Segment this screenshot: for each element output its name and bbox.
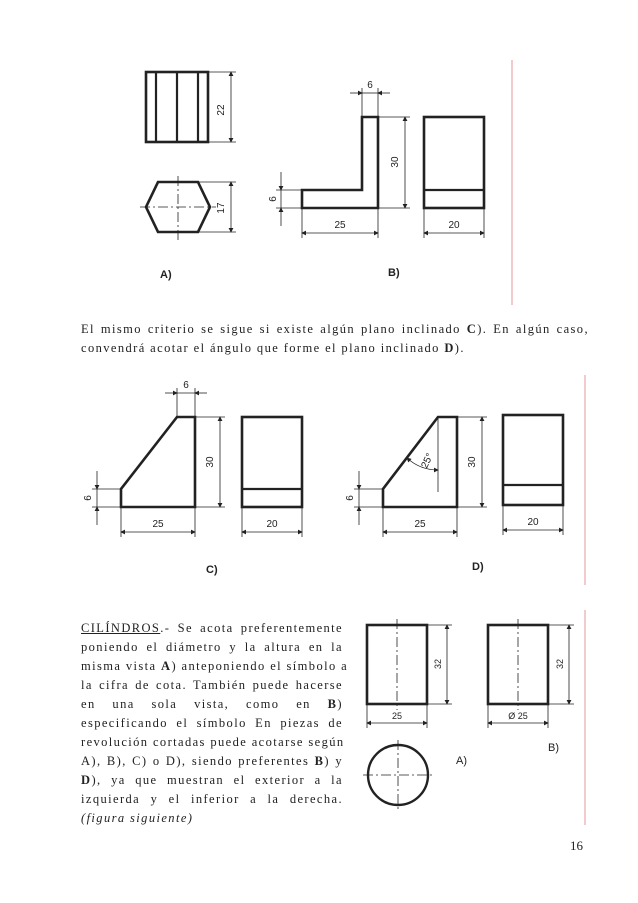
- dim-c-base: 6: [83, 495, 94, 501]
- label-d: D): [472, 561, 484, 573]
- p2-line: [81, 752, 343, 771]
- p2-l10: izquierda y el inferior a la derecha.: [81, 792, 343, 806]
- p2-l11: (figura siguiente): [81, 811, 194, 825]
- page-number: 16: [570, 838, 583, 853]
- p2-line: [81, 695, 343, 714]
- dim-d-side: 20: [527, 517, 539, 528]
- p2-line: [81, 771, 343, 790]
- p2-line: [81, 733, 343, 752]
- p2-line: [81, 638, 343, 657]
- dim-d-width: 25: [414, 519, 426, 530]
- label-cyl-a: A): [456, 755, 467, 767]
- p2-l8a: A), B), C) o D), siendo preferentes: [81, 754, 315, 768]
- label-b-top: B): [388, 267, 400, 279]
- dim-cyl-a-height: 32: [433, 658, 443, 670]
- p2-l3a: misma vista: [81, 659, 161, 673]
- p2-l8b: B: [314, 754, 325, 768]
- p2-line: [81, 714, 343, 733]
- p2-l7: revolución cortadas puede acotarse según: [81, 735, 345, 749]
- dim-d-base: 6: [345, 495, 356, 501]
- p2-l5b: B: [327, 697, 338, 711]
- label-cyl-b: B): [548, 742, 559, 754]
- p1-bold-c: C: [466, 322, 478, 336]
- p1-text-2: ). En algún caso, convendrá acotar el ángulo que forme el plano inclinado: [81, 322, 589, 355]
- view-cyl-a-front: [367, 619, 452, 728]
- label-c: C): [206, 564, 218, 576]
- p1-text-3: ).: [454, 341, 465, 355]
- dim-d-angle: 25°: [419, 451, 436, 471]
- view-cyl-a-top: [363, 740, 433, 810]
- p2-line: [81, 676, 343, 695]
- p1-text-1: El mismo criterio se sigue si existe algún plano inclinado: [81, 322, 467, 336]
- paragraph-cylinders: [81, 619, 349, 828]
- dim-cyl-a-width: 25: [391, 711, 403, 721]
- p2-l4: la cifra de cota. También puede hacerse: [81, 678, 343, 692]
- p2-line: [81, 790, 343, 809]
- p1-bold-d: D: [444, 341, 455, 355]
- p2-l8c: ) y: [324, 754, 343, 768]
- p2-l5a: en una sola vista, como en: [81, 697, 328, 711]
- p2-l3b: A: [161, 659, 172, 673]
- dim-b-width: 25: [334, 220, 346, 231]
- dim-a-hex: 17: [216, 202, 227, 214]
- p2-line: [81, 657, 349, 676]
- p2-heading: CILÍNDROS: [81, 621, 161, 635]
- dim-b-top: 6: [367, 80, 373, 91]
- dim-a-height: 22: [216, 104, 227, 116]
- p2-line: [81, 619, 343, 638]
- dim-b-base: 6: [268, 196, 279, 202]
- dim-c-side: 20: [266, 519, 278, 530]
- dim-cyl-b-height: 32: [555, 658, 565, 670]
- p2-l9b: ), ya que muestran el exterior a la: [91, 773, 343, 787]
- dim-d-height: 30: [467, 456, 478, 468]
- p2-l6: especificando el símbolo En piezas de: [81, 716, 343, 730]
- dim-b-height: 30: [390, 156, 401, 168]
- dim-c-height: 30: [205, 456, 216, 468]
- dim-c-width: 25: [152, 519, 164, 530]
- label-a-top: A): [160, 269, 172, 281]
- p2-l9a: D: [81, 773, 92, 787]
- p2-l1: .- Se acota preferentemente: [160, 621, 343, 635]
- view-cyl-b-front: [488, 619, 574, 728]
- p2-l3c: ) anteponiendo el símbolo a: [171, 659, 349, 673]
- dim-c-top: 6: [183, 380, 189, 391]
- p2-line: [81, 809, 343, 828]
- dim-b-side: 20: [448, 220, 460, 231]
- p2-l2: poniendo el diámetro y la altura en la: [81, 640, 343, 654]
- p2-l5c: ): [337, 697, 343, 711]
- dim-cyl-b-width: Ø 25: [508, 711, 528, 721]
- paragraph-inclined-plane: [81, 320, 589, 358]
